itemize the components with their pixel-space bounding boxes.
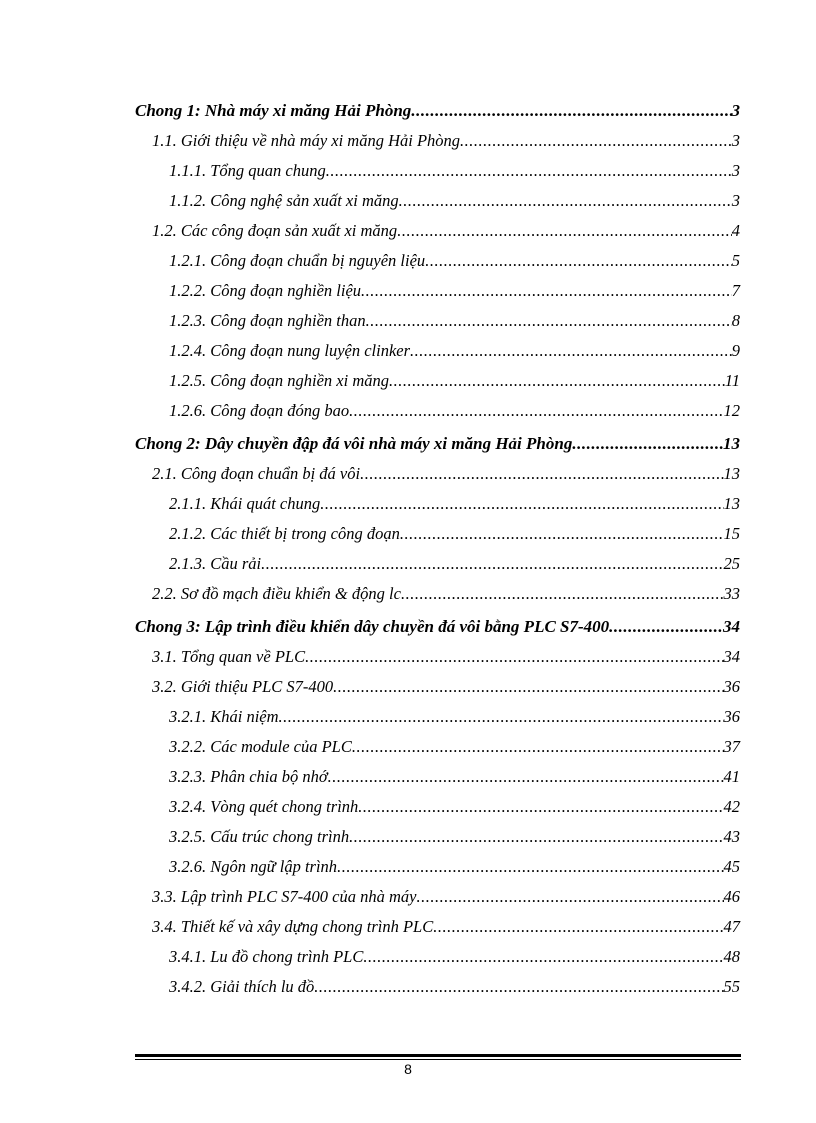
toc-entry-label: 3.3. Lập trình PLC S7-400 của nhà máy: [152, 887, 417, 906]
toc-subsection-entry[interactable]: [135, 156, 740, 186]
footer-rule-thin: [135, 1059, 741, 1060]
toc-subsection-entry[interactable]: [135, 186, 740, 216]
toc-leader-dots: [416, 882, 723, 912]
toc-leader-dots: [360, 459, 723, 489]
toc-leader-dots: [399, 186, 732, 216]
toc-leader-dots: [328, 762, 724, 792]
toc-entry-label: 3.2.4. Vòng quét chong trình: [169, 797, 359, 816]
toc-entry-page: 41: [723, 767, 740, 786]
toc-leader-dots: [279, 702, 724, 732]
toc-entry-page: 4: [731, 221, 740, 240]
toc-entry-label: 3.2. Giới thiệu PLC S7-400: [152, 677, 334, 696]
toc-entry-page: 3: [731, 191, 740, 210]
toc-entry-label: 3.2.1. Khái niệm: [169, 707, 279, 726]
page-number: 8: [404, 1061, 412, 1077]
toc-section-entry[interactable]: [135, 912, 740, 942]
toc-leader-dots: [333, 672, 723, 702]
toc-leader-dots: [305, 642, 723, 672]
toc-entry-label: 3.2.2. Các module của PLC: [169, 737, 352, 756]
toc-entry-page: 43: [723, 827, 740, 846]
toc-entry-label: 3.2.5. Cấu trúc chong trình: [169, 827, 350, 846]
toc-entry-page: 13: [723, 434, 740, 453]
toc-section-entry[interactable]: [135, 579, 740, 609]
toc-chapter-entry[interactable]: [135, 428, 740, 459]
toc-entry-page: 36: [723, 707, 740, 726]
toc-leader-dots: [400, 519, 724, 549]
toc-leader-dots: [389, 366, 725, 396]
toc-leader-dots: [361, 276, 732, 306]
toc-subsection-entry[interactable]: [135, 276, 740, 306]
toc-entry-page: 8: [731, 311, 740, 330]
toc-section-entry[interactable]: [135, 672, 740, 702]
toc-subsection-entry[interactable]: [135, 972, 740, 1002]
toc-leader-dots: [572, 428, 723, 459]
toc-leader-dots: [349, 396, 723, 426]
toc-leader-dots: [320, 489, 723, 519]
toc-subsection-entry[interactable]: [135, 822, 740, 852]
toc-subsection-entry[interactable]: [135, 702, 740, 732]
toc-subsection-entry[interactable]: [135, 852, 740, 882]
table-of-contents: [135, 95, 740, 1002]
toc-entry-page: 15: [723, 524, 740, 543]
toc-entry-page: 55: [723, 977, 740, 996]
toc-entry-page: 13: [723, 464, 740, 483]
toc-entry-page: 33: [723, 584, 740, 603]
toc-leader-dots: [337, 852, 723, 882]
toc-leader-dots: [363, 942, 723, 972]
toc-section-entry[interactable]: [135, 459, 740, 489]
toc-entry-page: 13: [723, 494, 740, 513]
toc-entry-page: 42: [723, 797, 740, 816]
toc-entry-label: 3.4.2. Giải thích lu đồ: [169, 977, 315, 996]
toc-entry-page: 36: [723, 677, 740, 696]
toc-entry-label: Chong 3: Lập trình điều khiển dây chuyền đá vôi bằng PLC S7-400: [135, 617, 610, 636]
toc-entry-page: 47: [723, 917, 740, 936]
toc-entry-label: 1.2.2. Công đoạn nghiền liệu: [169, 281, 362, 300]
toc-subsection-entry[interactable]: [135, 519, 740, 549]
toc-section-entry[interactable]: [135, 216, 740, 246]
toc-subsection-entry[interactable]: [135, 246, 740, 276]
toc-subsection-entry[interactable]: [135, 366, 740, 396]
toc-chapter-entry[interactable]: [135, 611, 740, 642]
footer-rule-thick: [135, 1054, 741, 1057]
toc-entry-label: 2.1.1. Khái quát chung: [169, 494, 321, 513]
toc-subsection-entry[interactable]: [135, 732, 740, 762]
toc-entry-page: 25: [723, 554, 740, 573]
toc-leader-dots: [397, 216, 732, 246]
toc-entry-label: 3.2.3. Phân chia bộ nhớ: [169, 767, 328, 786]
toc-entry-label: 1.2.3. Công đoạn nghiền than: [169, 311, 366, 330]
toc-entry-label: 1.2.1. Công đoạn chuẩn bị nguyên liệu: [169, 251, 426, 270]
toc-chapter-entry[interactable]: [135, 95, 740, 126]
toc-entry-label: 1.2.6. Công đoạn đóng bao: [169, 401, 350, 420]
toc-entry-page: 3: [731, 161, 740, 180]
toc-leader-dots: [609, 611, 723, 642]
toc-subsection-entry[interactable]: [135, 396, 740, 426]
toc-leader-dots: [401, 579, 724, 609]
toc-entry-page: 7: [731, 281, 740, 300]
toc-entry-page: 5: [731, 251, 740, 270]
toc-leader-dots: [411, 95, 731, 126]
toc-entry-label: 1.1.2. Công nghệ sản xuất xi măng: [169, 191, 399, 210]
toc-entry-page: 34: [723, 647, 740, 666]
toc-entry-label: 2.1.2. Các thiết bị trong công đoạn: [169, 524, 400, 543]
toc-section-entry[interactable]: [135, 642, 740, 672]
toc-entry-label: 2.1.3. Cầu rải: [169, 554, 262, 573]
toc-entry-label: 2.2. Sơ đồ mạch điều khiển & động lc: [152, 584, 401, 603]
toc-subsection-entry[interactable]: [135, 942, 740, 972]
toc-entry-page: 34: [723, 617, 740, 636]
toc-entry-label: Chong 1: Nhà máy xi măng Hải Phòng: [135, 101, 412, 120]
toc-entry-label: 1.1. Giới thiệu về nhà máy xi măng Hải Phòng: [152, 131, 461, 150]
toc-leader-dots: [352, 732, 724, 762]
toc-entry-label: 3.2.6. Ngôn ngữ lập trình: [169, 857, 338, 876]
toc-entry-page: 46: [723, 887, 740, 906]
toc-entry-label: 3.4.1. Lu đồ chong trình PLC: [169, 947, 364, 966]
toc-entry-label: Chong 2: Dây chuyền đập đá vôi nhà máy xi măng Hải Phòng: [135, 434, 573, 453]
toc-entry-label: 1.2. Các công đoạn sản xuất xi măng: [152, 221, 398, 240]
toc-entry-label: 3.1. Tổng quan về PLC: [152, 647, 306, 666]
toc-subsection-entry[interactable]: [135, 336, 740, 366]
toc-leader-dots: [410, 336, 732, 366]
toc-leader-dots: [366, 306, 732, 336]
toc-section-entry[interactable]: [135, 126, 740, 156]
toc-entry-page: 37: [723, 737, 740, 756]
toc-subsection-entry[interactable]: [135, 549, 740, 579]
toc-leader-dots: [261, 549, 723, 579]
toc-entry-page: 11: [724, 371, 740, 390]
toc-entry-label: 3.4. Thiết kế và xây dựng chong trình PLC: [152, 917, 434, 936]
toc-entry-page: 3: [731, 131, 740, 150]
toc-leader-dots: [425, 246, 732, 276]
toc-leader-dots: [358, 792, 723, 822]
toc-entry-page: 9: [731, 341, 740, 360]
toc-entry-label: 1.2.4. Công đoạn nung luyện clinker: [169, 341, 411, 360]
toc-leader-dots: [460, 126, 732, 156]
toc-entry-page: 12: [723, 401, 740, 420]
toc-entry-label: 1.2.5. Công đoạn nghiền xi măng: [169, 371, 389, 390]
toc-subsection-entry[interactable]: [135, 489, 740, 519]
toc-subsection-entry[interactable]: [135, 306, 740, 336]
toc-subsection-entry[interactable]: [135, 762, 740, 792]
toc-leader-dots: [314, 972, 723, 1002]
toc-section-entry[interactable]: [135, 882, 740, 912]
toc-leader-dots: [326, 156, 732, 186]
toc-subsection-entry[interactable]: [135, 792, 740, 822]
toc-entry-page: 3: [731, 101, 740, 120]
toc-entry-label: 1.1.1. Tổng quan chung: [169, 161, 326, 180]
toc-entry-label: 2.1. Công đoạn chuẩn bị đá vôi: [152, 464, 361, 483]
toc-leader-dots: [349, 822, 723, 852]
toc-leader-dots: [433, 912, 723, 942]
toc-entry-page: 45: [723, 857, 740, 876]
toc-entry-page: 48: [723, 947, 740, 966]
